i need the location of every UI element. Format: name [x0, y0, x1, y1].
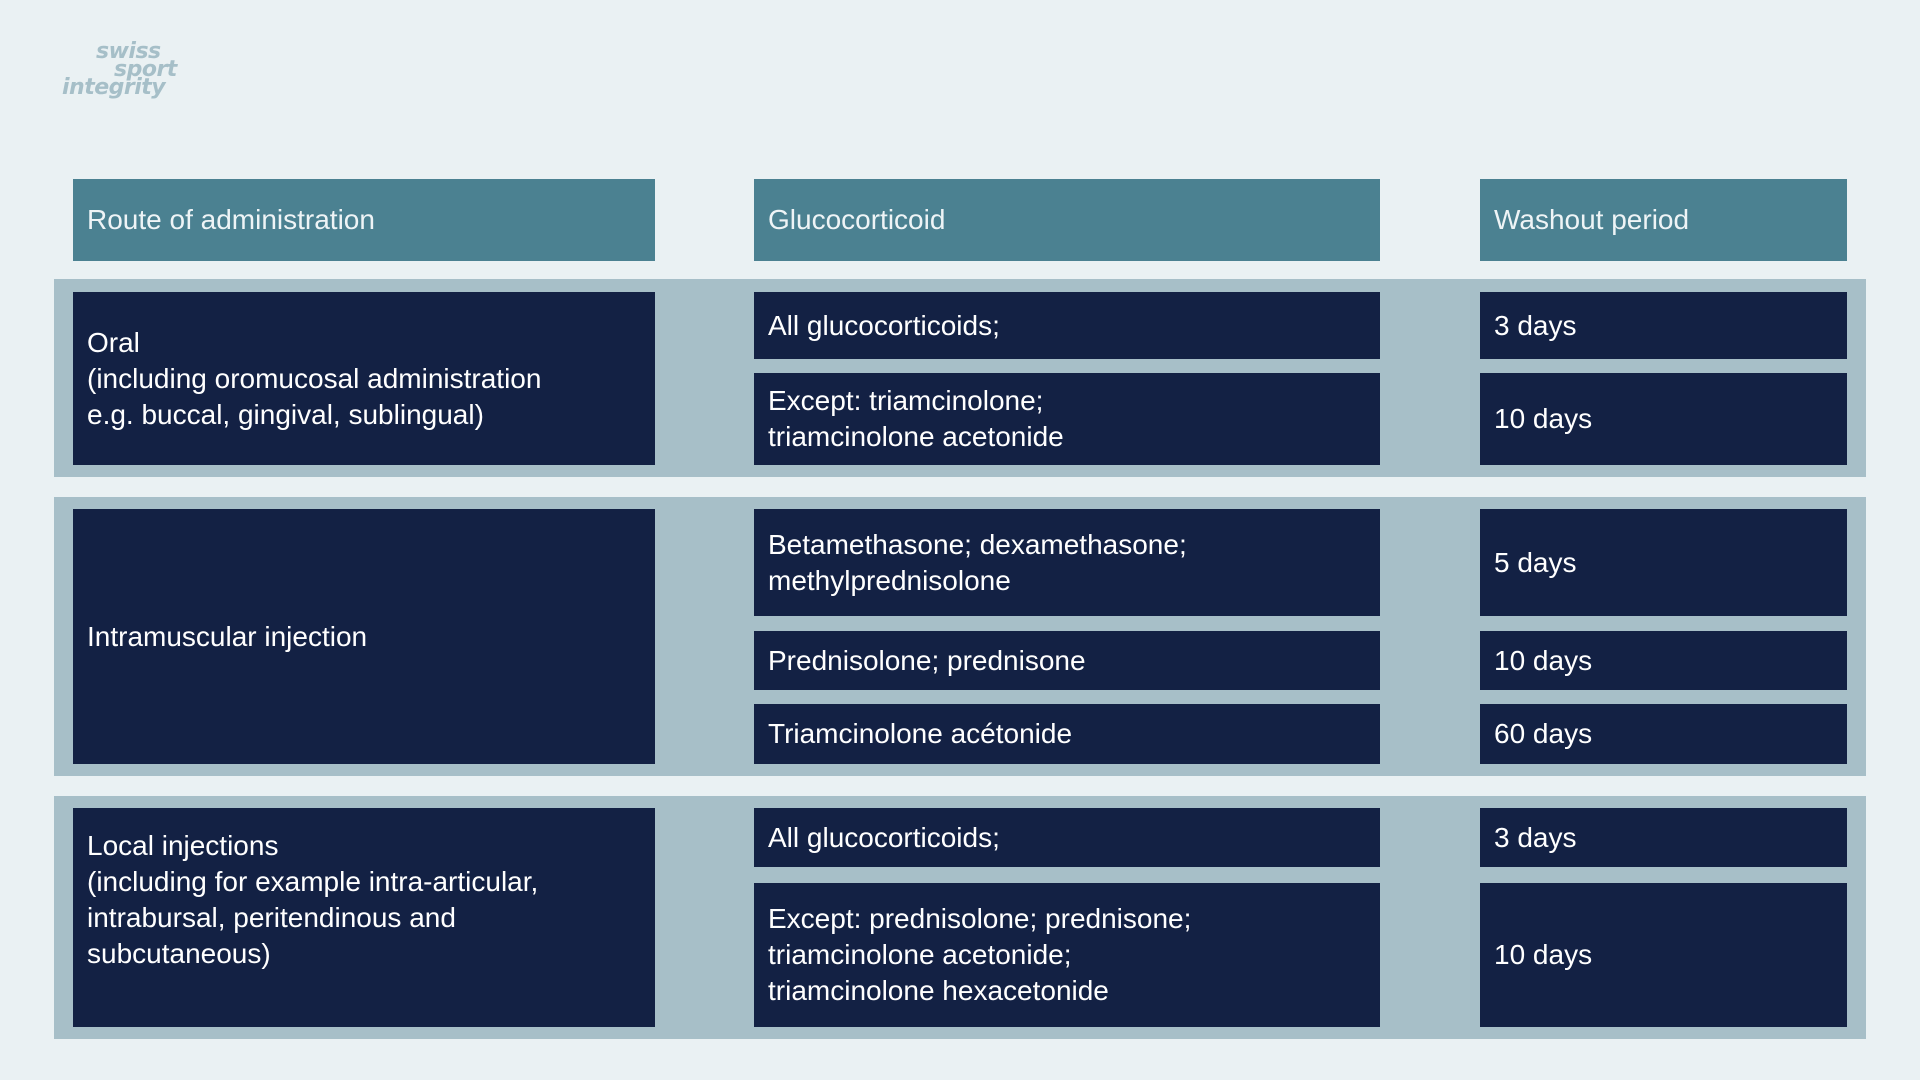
washout-cell: 5 days — [1480, 509, 1847, 616]
logo-text-line-1: swiss — [96, 39, 161, 64]
washout-cell: 3 days — [1480, 808, 1847, 867]
glucocorticoid-cell: Prednisolone; prednisone — [754, 631, 1380, 690]
header-washout-period: Washout period — [1480, 179, 1847, 261]
glucocorticoid-cell: All glucocorticoids; — [754, 292, 1380, 359]
glucocorticoid-cell: All glucocorticoids; — [754, 808, 1380, 867]
glucocorticoid-cell: Betamethasone; dexamethasone; methylprednisolone — [754, 509, 1380, 616]
washout-cell: 3 days — [1480, 292, 1847, 359]
logo-text-line-3: integrity — [62, 75, 166, 100]
glucocorticoid-cell: Triamcinolone acétonide — [754, 704, 1380, 764]
route-cell-oral: Oral (including oromucosal administration e.g. buccal, gingival, sublingual) — [73, 292, 655, 465]
route-cell-local-injections: Local injections (including for example intra-articular, intrabursal, peritendinous and subcutaneous) — [73, 808, 655, 1027]
washout-cell: 10 days — [1480, 631, 1847, 690]
washout-cell: 10 days — [1480, 373, 1847, 465]
washout-cell: 60 days — [1480, 704, 1847, 764]
glucocorticoid-cell: Except: prednisolone; prednisone; triamcinolone acetonide; triamcinolone hexacetonide — [754, 883, 1380, 1027]
route-cell-intramuscular: Intramuscular injection — [73, 509, 655, 764]
header-glucocorticoid: Glucocorticoid — [754, 179, 1380, 261]
logo-text-line-2: sport — [114, 57, 177, 82]
swiss-sport-integrity-logo — [62, 39, 192, 112]
glucocorticoid-cell: Except: triamcinolone; triamcinolone acetonide — [754, 373, 1380, 465]
header-route-of-administration: Route of administration — [73, 179, 655, 261]
washout-cell: 10 days — [1480, 883, 1847, 1027]
